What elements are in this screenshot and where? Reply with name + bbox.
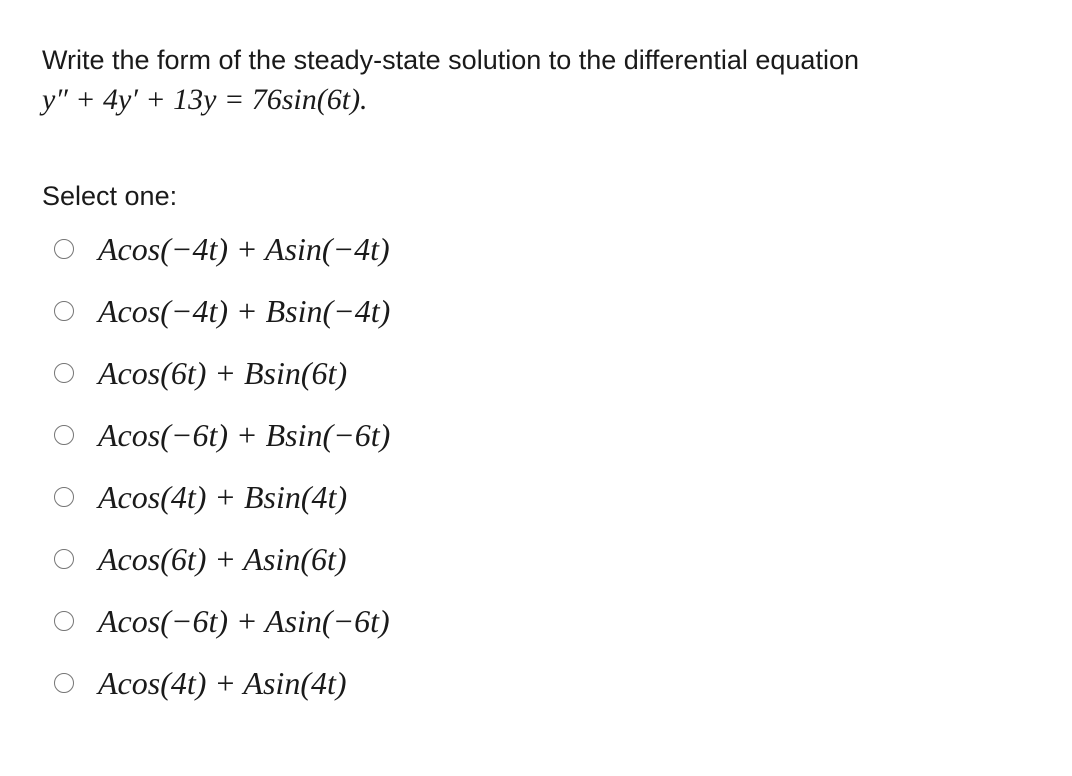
option-label: Acos(−4t) + Asin(−4t) — [98, 231, 390, 267]
question-block — [42, 42, 1042, 122]
answer-option-4[interactable] — [54, 404, 390, 466]
answer-option-1[interactable] — [54, 218, 390, 280]
answer-option-6[interactable] — [54, 528, 390, 590]
radio-button[interactable] — [54, 425, 74, 445]
answer-options — [54, 218, 390, 714]
radio-button[interactable] — [54, 549, 74, 569]
select-one-label: Select one: — [42, 181, 178, 211]
differential-equation: y″ + 4y′ + 13y = 76sin(6t). — [42, 83, 368, 116]
radio-button[interactable] — [54, 301, 74, 321]
radio-button[interactable] — [54, 363, 74, 383]
answer-option-2[interactable] — [54, 280, 390, 342]
radio-button[interactable] — [54, 487, 74, 507]
question-prompt: Write the form of the steady-state solution to the differential equation — [42, 45, 859, 75]
radio-button[interactable] — [54, 239, 74, 259]
answer-option-7[interactable] — [54, 590, 390, 652]
option-label: Acos(−6t) + Bsin(−6t) — [98, 417, 391, 453]
option-label: Acos(6t) + Bsin(6t) — [98, 355, 348, 391]
option-label: Acos(−4t) + Bsin(−4t) — [98, 293, 391, 329]
option-label: Acos(6t) + Asin(6t) — [98, 541, 347, 577]
radio-button[interactable] — [54, 611, 74, 631]
radio-button[interactable] — [54, 673, 74, 693]
answer-option-3[interactable] — [54, 342, 390, 404]
answer-option-8[interactable] — [54, 652, 390, 714]
option-label: Acos(−6t) + Asin(−6t) — [98, 603, 390, 639]
answer-option-5[interactable] — [54, 466, 390, 528]
option-label: Acos(4t) + Bsin(4t) — [98, 479, 348, 515]
option-label: Acos(4t) + Asin(4t) — [98, 665, 347, 701]
